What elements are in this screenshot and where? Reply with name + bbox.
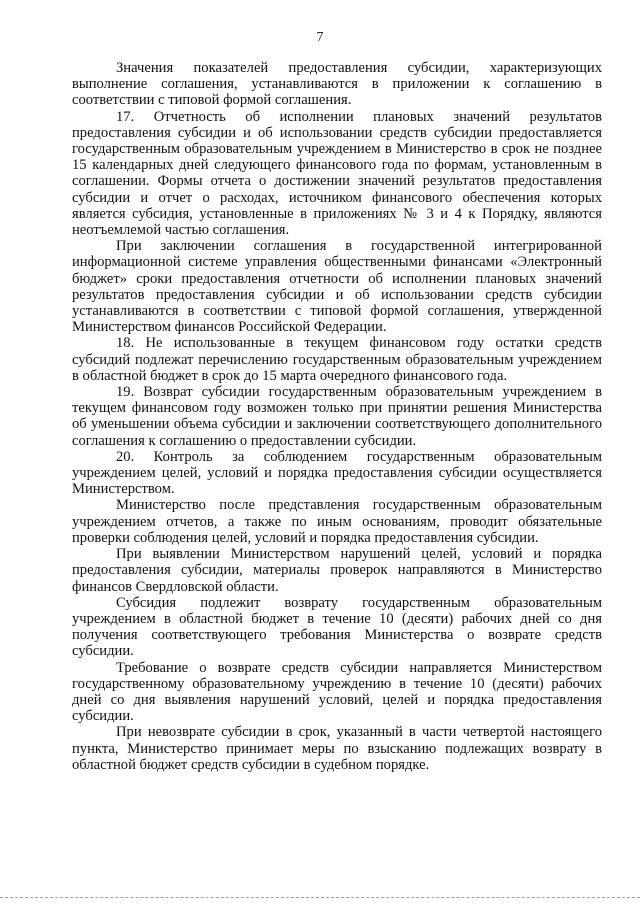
page-bottom-divider xyxy=(0,897,640,899)
paragraph-indicators: Значения показателей предоставления субсидии, характеризующих выполнение соглашения, устанавливаются в приложении к соглашению в соответствии с типовой формой соглашения. xyxy=(72,60,602,109)
paragraph-inspections: Министерство после представления государственным образовательным учреждением отчетов, а также по иным основаниям, проводит обязательные проверки соблюдения целей, условий и порядка предоставления субсидии. xyxy=(72,497,602,546)
paragraph-19-return: 19. Возврат субсидии государственным образовательным учреждением в текущем финансовом году возможен только при принятии решения Министерства об уменьшении объема субсидии и заключении соответствующего дополнительного соглашения к соглашению о предоставлении субсидии. xyxy=(72,384,602,449)
paragraph-violations: При выявлении Министерством нарушений целей, условий и порядка предоставления субсидии, материалы проверок направляются в Министерство финансов Свердловской области. xyxy=(72,546,602,595)
paragraph-refund-demand: Требование о возврате средств субсидии направляется Министерством государственному образовательному учреждению в течение 10 (десяти) рабочих дней со дня выявления нарушений условий, целей и порядка предоставления субсидии. xyxy=(72,659,602,725)
paragraph-subsidy-refund: Субсидия подлежит возврату государственным образовательным учреждением в областной бюджет в течение 10 (десяти) рабочих дней со дня получения соответствующего требования Министерства о возврате средств субсидии. xyxy=(72,594,602,660)
document-body xyxy=(72,60,602,773)
paragraph-non-return: При невозврате субсидии в срок, указанный в части четвертой настоящего пункта, Министерство принимает меры по взысканию подлежащих возврату в областной бюджет средств субсидии в судебном порядке. xyxy=(72,724,602,773)
paragraph-18-unused-balances: 18. Не использованные в текущем финансовом году остатки средств субсидий подлежат перечислению государственным образовательным учреждением в областной бюджет в срок до 15 марта очередного финансового года. xyxy=(72,335,602,384)
paragraph-20-control: 20. Контроль за соблюдением государственным образовательным учреждением целей, условий и порядка предоставления субсидии осуществляется Министерством. xyxy=(72,448,602,498)
page-number: 7 xyxy=(316,30,324,45)
paragraph-17-reporting: 17. Отчетность об исполнении плановых значений результатов предоставления субсидии и об использовании средств субсидии предоставляется государственным образовательным учреждением в Министерство в срок не позднее 15 календарных дней следующего финансового года по формам, установленным в соглашении. Формы отчета о достижении значений результатов предоставления субсидии и отчет о расходах, источником финансового обеспечения которых является субсидия, установленные в приложениях № 3 и 4 к Порядку, являются неотъемлемой частью соглашения. xyxy=(72,108,602,239)
paragraph-electronic-budget: При заключении соглашения в государственной интегрированной информационной системе управления общественными финансами «Электронный бюджет» сроки предоставления отчетности об исполнении плановых значений результатов предоставления субсидии и об использовании средств субсидии устанавливаются в соответствии с типовой формой соглашения, утвержденной Министерством финансов Российской Федерации. xyxy=(72,238,602,336)
